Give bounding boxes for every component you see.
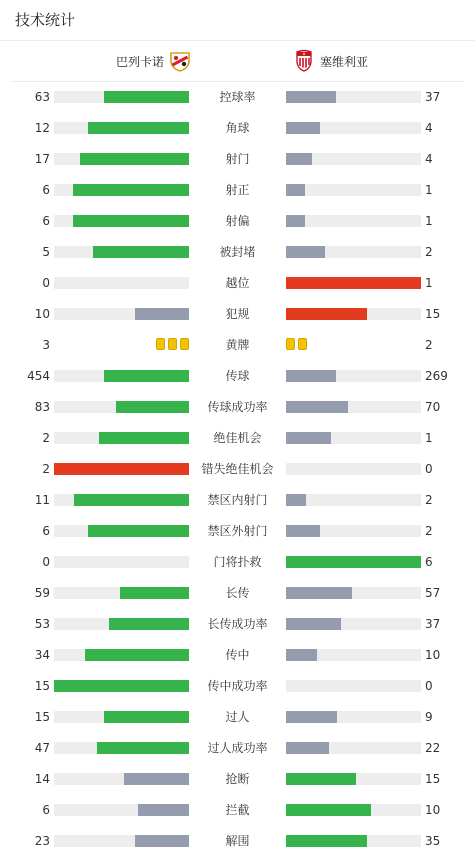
- home-bar-track: [54, 556, 189, 568]
- stat-row: [0, 772, 475, 786]
- home-stat-value: 47: [34, 741, 50, 755]
- title-divider: [0, 40, 475, 41]
- away-bar: [286, 773, 356, 785]
- home-bar-track: [54, 91, 189, 103]
- away-bar-track: [286, 525, 421, 537]
- away-bar: [286, 587, 352, 599]
- home-stat-value: 0: [42, 276, 50, 290]
- stat-label: 过人: [225, 710, 250, 724]
- away-bar-track: [286, 494, 421, 506]
- home-stat-value: 83: [34, 400, 50, 414]
- stat-label: 解围: [225, 834, 250, 848]
- away-stat-value: 70: [425, 400, 441, 414]
- stat-row: [0, 307, 475, 321]
- away-bar: [286, 277, 421, 289]
- away-stat-value: 15: [425, 307, 441, 321]
- stat-row: [0, 152, 475, 166]
- away-bar-track: [286, 401, 421, 413]
- away-bar-track: [286, 246, 421, 258]
- stat-row: [0, 338, 475, 352]
- home-bar-track: [54, 153, 189, 165]
- away-bar: [286, 184, 305, 196]
- section-title: 技术统计: [15, 11, 76, 29]
- home-bar: [109, 618, 189, 630]
- away-stat-value: 1: [425, 214, 433, 228]
- stat-label: 错失绝佳机会: [201, 462, 274, 476]
- away-stat-value: 57: [425, 586, 441, 600]
- away-bar: [286, 835, 367, 847]
- home-bar-track: [54, 401, 189, 413]
- stat-label: 越位: [225, 276, 250, 290]
- yellow-card-icon: [168, 338, 177, 350]
- away-bar-track: [286, 587, 421, 599]
- stat-row: [0, 617, 475, 631]
- stat-label: 禁区内射门: [207, 493, 268, 507]
- away-team-name: 塞维利亚: [320, 54, 369, 69]
- stat-label: 传中: [225, 648, 250, 662]
- stat-label: 抢断: [225, 772, 250, 786]
- away-bar-track: [286, 370, 421, 382]
- home-bar: [124, 773, 189, 785]
- away-stat-value: 2: [425, 338, 433, 352]
- away-bar-track: [286, 277, 421, 289]
- away-bar-track: [286, 122, 421, 134]
- stat-row: [0, 679, 475, 693]
- home-bar-track: [54, 463, 189, 475]
- stat-label: 射偏: [225, 214, 250, 228]
- stat-label: 犯规: [225, 307, 250, 321]
- away-bar-track: [286, 556, 421, 568]
- home-stat-value: 6: [42, 803, 50, 817]
- home-bar: [135, 835, 189, 847]
- stat-row: [0, 710, 475, 724]
- home-yellow-cards: [156, 338, 189, 352]
- stat-label: 过人成功率: [207, 741, 268, 755]
- stat-row: [0, 586, 475, 600]
- away-stat-value: 10: [425, 648, 441, 662]
- away-stat-value: 35: [425, 834, 441, 848]
- home-bar-track: [54, 587, 189, 599]
- away-bar: [286, 804, 371, 816]
- home-bar-track: [54, 680, 189, 692]
- away-bar: [286, 215, 305, 227]
- away-stat-value: 2: [425, 245, 433, 259]
- home-stat-value: 15: [34, 679, 50, 693]
- stat-label: 射正: [225, 183, 250, 197]
- home-bar: [74, 494, 189, 506]
- away-bar-track: [286, 153, 421, 165]
- home-bar-track: [54, 618, 189, 630]
- home-bar-track: [54, 773, 189, 785]
- away-bar: [286, 525, 320, 537]
- home-stat-value: 63: [34, 90, 50, 104]
- away-bar: [286, 122, 320, 134]
- away-bar-track: [286, 742, 421, 754]
- home-stat-value: 2: [42, 431, 50, 445]
- home-stat-value: 14: [34, 772, 50, 786]
- away-bar: [286, 494, 306, 506]
- home-stat-value: 53: [34, 617, 50, 631]
- away-bar-track: [286, 804, 421, 816]
- home-bar: [120, 587, 189, 599]
- away-stat-value: 1: [425, 431, 433, 445]
- away-bar-track: [286, 91, 421, 103]
- away-stat-value: 0: [425, 462, 433, 476]
- home-bar-track: [54, 525, 189, 537]
- away-bar-track: [286, 215, 421, 227]
- away-bar: [286, 556, 421, 568]
- stat-row: [0, 524, 475, 538]
- home-stat-value: 5: [42, 245, 50, 259]
- stat-row: [0, 431, 475, 445]
- away-stat-value: 1: [425, 183, 433, 197]
- home-stat-value: 6: [42, 524, 50, 538]
- home-stat-value: 6: [42, 214, 50, 228]
- away-team: [292, 48, 368, 74]
- home-bar: [54, 463, 189, 475]
- stat-row: [0, 400, 475, 414]
- away-stat-value: 2: [425, 524, 433, 538]
- home-stat-value: 454: [27, 369, 50, 383]
- away-stat-value: 1: [425, 276, 433, 290]
- away-stat-value: 37: [425, 617, 441, 631]
- home-bar-track: [54, 649, 189, 661]
- away-bar: [286, 649, 317, 661]
- home-bar: [104, 711, 189, 723]
- yellow-card-icon: [298, 338, 307, 350]
- stat-row: [0, 214, 475, 228]
- stat-label: 控球率: [219, 90, 256, 104]
- home-stat-value: 3: [42, 338, 50, 352]
- rayo-vallecano-crest-icon: [168, 49, 192, 73]
- home-bar: [97, 742, 189, 754]
- stat-row: [0, 834, 475, 848]
- home-team-name: 巴列卡诺: [115, 54, 164, 69]
- home-bar-track: [54, 711, 189, 723]
- away-stat-value: 10: [425, 803, 441, 817]
- home-bar: [93, 246, 189, 258]
- away-bar-track: [286, 432, 421, 444]
- stat-row: [0, 245, 475, 259]
- home-bar-track: [54, 308, 189, 320]
- stat-row: [0, 276, 475, 290]
- away-bar: [286, 246, 325, 258]
- home-bar: [85, 649, 189, 661]
- home-stat-value: 11: [34, 493, 50, 507]
- away-bar: [286, 153, 312, 165]
- home-bar-track: [54, 804, 189, 816]
- stat-label: 传球: [225, 369, 250, 383]
- sevilla-crest-icon: [292, 49, 316, 73]
- away-stat-value: 9: [425, 710, 433, 724]
- home-bar: [104, 370, 189, 382]
- stat-label: 黄牌: [225, 338, 250, 352]
- away-stat-value: 4: [425, 121, 433, 135]
- away-bar: [286, 742, 329, 754]
- away-stat-value: 37: [425, 90, 441, 104]
- home-stat-value: 23: [34, 834, 50, 848]
- stat-label: 传球成功率: [207, 400, 268, 414]
- home-stat-value: 17: [34, 152, 50, 166]
- away-bar-track: [286, 463, 421, 475]
- away-bar: [286, 432, 331, 444]
- home-bar: [88, 525, 189, 537]
- away-bar-track: [286, 680, 421, 692]
- yellow-card-icon: [156, 338, 165, 350]
- away-bar-track: [286, 618, 421, 630]
- home-bar: [138, 804, 189, 816]
- away-stat-value: 15: [425, 772, 441, 786]
- home-bar-track: [54, 277, 189, 289]
- home-bar: [116, 401, 189, 413]
- home-stat-value: 34: [34, 648, 50, 662]
- home-bar: [88, 122, 189, 134]
- home-bar: [99, 432, 189, 444]
- stat-row: [0, 493, 475, 507]
- stat-row: [0, 369, 475, 383]
- yellow-card-icon: [286, 338, 295, 350]
- home-bar-track: [54, 742, 189, 754]
- stat-label: 禁区外射门: [207, 524, 268, 538]
- home-team: [116, 48, 192, 74]
- away-bar-track: [286, 835, 421, 847]
- home-bar: [135, 308, 189, 320]
- stat-label: 射门: [225, 152, 250, 166]
- home-bar-track: [54, 246, 189, 258]
- stat-row: [0, 121, 475, 135]
- home-bar: [104, 91, 189, 103]
- stat-row: [0, 803, 475, 817]
- away-bar-track: [286, 649, 421, 661]
- yellow-card-icon: [180, 338, 189, 350]
- stat-label: 绝佳机会: [213, 431, 262, 445]
- stat-label: 长传: [225, 586, 250, 600]
- stat-label: 被封堵: [219, 245, 256, 259]
- away-bar-track: [286, 308, 421, 320]
- stat-row: [0, 183, 475, 197]
- away-stat-value: 6: [425, 555, 433, 569]
- stat-row: [0, 648, 475, 662]
- home-bar-track: [54, 122, 189, 134]
- away-stat-value: 4: [425, 152, 433, 166]
- away-bar: [286, 711, 337, 723]
- header-divider: [10, 81, 465, 82]
- home-stat-value: 12: [34, 121, 50, 135]
- stat-label: 拦截: [225, 803, 250, 817]
- stat-label: 门将扑救: [213, 555, 262, 569]
- away-stat-value: 2: [425, 493, 433, 507]
- away-stat-value: 0: [425, 679, 433, 693]
- home-bar: [73, 184, 189, 196]
- stat-row: [0, 555, 475, 569]
- away-bar: [286, 401, 348, 413]
- home-stat-value: 0: [42, 555, 50, 569]
- home-bar: [54, 680, 189, 692]
- stat-label: 长传成功率: [207, 617, 268, 631]
- stat-label: 角球: [225, 121, 250, 135]
- home-bar: [73, 215, 189, 227]
- stat-row: [0, 462, 475, 476]
- home-stat-value: 59: [34, 586, 50, 600]
- stat-label: 传中成功率: [207, 679, 268, 693]
- home-stat-value: 15: [34, 710, 50, 724]
- stat-row: [0, 741, 475, 755]
- away-bar-track: [286, 711, 421, 723]
- home-bar-track: [54, 215, 189, 227]
- home-bar-track: [54, 370, 189, 382]
- home-stat-value: 10: [34, 307, 50, 321]
- home-bar-track: [54, 184, 189, 196]
- away-stat-value: 22: [425, 741, 441, 755]
- stat-row: [0, 90, 475, 104]
- away-yellow-cards: [286, 338, 307, 352]
- home-bar-track: [54, 835, 189, 847]
- home-stat-value: 6: [42, 183, 50, 197]
- away-bar-track: [286, 773, 421, 785]
- home-bar: [80, 153, 189, 165]
- home-bar-track: [54, 432, 189, 444]
- away-bar: [286, 618, 341, 630]
- away-bar: [286, 308, 367, 320]
- away-bar: [286, 370, 336, 382]
- home-bar-track: [54, 494, 189, 506]
- home-stat-value: 2: [42, 462, 50, 476]
- away-bar-track: [286, 184, 421, 196]
- away-stat-value: 269: [425, 369, 448, 383]
- away-bar: [286, 91, 336, 103]
